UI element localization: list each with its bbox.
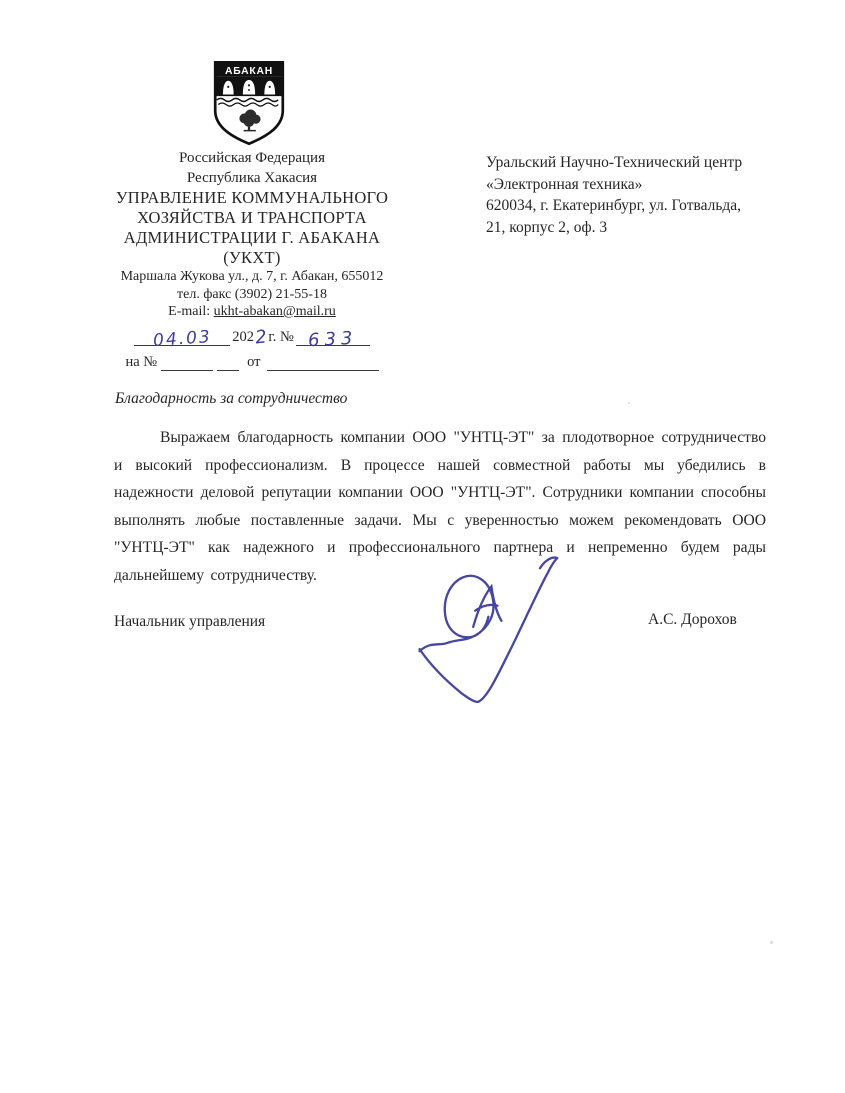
reference-row bbox=[98, 350, 406, 371]
coat-of-arms-graphic bbox=[204, 60, 294, 146]
signature-scribble bbox=[416, 550, 584, 722]
date-blank bbox=[134, 326, 230, 351]
scan-speck bbox=[770, 941, 773, 944]
ref-blank-1 bbox=[161, 352, 213, 371]
email-line bbox=[98, 303, 406, 321]
handwritten-signature bbox=[416, 550, 584, 722]
number-label: г. № bbox=[268, 328, 294, 345]
handwritten-number: 633 bbox=[307, 327, 359, 351]
recipient-address-line-2: 21, корпус 2, оф. 3 bbox=[486, 218, 608, 236]
signoff-position-title: Начальник управления bbox=[114, 613, 266, 630]
year-printed: 202 bbox=[232, 328, 254, 345]
email-label: E-mail: bbox=[168, 304, 211, 319]
abakan-coat-of-arms bbox=[204, 60, 294, 146]
recipient-block bbox=[486, 152, 786, 238]
handwritten-year-digit: 2 bbox=[254, 325, 268, 349]
scan-speck bbox=[628, 402, 630, 404]
recipient-org-line-2: «Электронная техника» bbox=[486, 175, 643, 193]
org-abbreviation: (УКХТ) bbox=[223, 248, 281, 267]
org-name-line-3: АДМИНИСТРАЦИИ Г. АБАКАНА bbox=[123, 228, 381, 247]
handwritten-date: 04.03 bbox=[152, 326, 213, 351]
subject-line: Благодарность за сотрудничество bbox=[115, 390, 348, 407]
org-name-line-2: ХОЗЯЙСТВА И ТРАНСПОРТА bbox=[137, 208, 367, 227]
signoff-name: А.С. Дорохов bbox=[648, 611, 737, 628]
country-line: Российская Федерация bbox=[179, 150, 325, 166]
email-address: ukht-abakan@mail.ru bbox=[213, 304, 336, 319]
postal-address: Маршала Жукова ул., д. 7, г. Абакан, 655012 bbox=[120, 269, 384, 284]
phone-line: тел. факс (3902) 21-55-18 bbox=[177, 286, 327, 302]
date-number-row bbox=[98, 325, 406, 351]
ref-prefix: на № bbox=[125, 353, 158, 370]
org-name-line-1: УПРАВЛЕНИЕ КОММУНАЛЬНОГО bbox=[115, 188, 389, 207]
recipient-org-line-1: Уральский Научно-Технический центр bbox=[486, 154, 743, 171]
coat-of-arms-label: АБАКАН bbox=[225, 65, 273, 77]
ref-blank-3 bbox=[267, 352, 379, 371]
ref-blank-2 bbox=[217, 352, 239, 371]
ref-from-label: от bbox=[247, 353, 261, 370]
recipient-address-line-1: 620034, г. Екатеринбург, ул. Готвальда, bbox=[486, 197, 742, 214]
region-line: Республика Хакасия bbox=[186, 170, 318, 186]
number-blank bbox=[296, 327, 370, 351]
sender-letterhead bbox=[98, 148, 406, 371]
letter-body: Выражаем благодарность компании ООО "УНТЦ-ЭТ" за плодотворное сотрудничество и высокий профессионализм. В процессе нашей совместной работы мы убедились в надежности деловой репутации компании ООО "УНТЦ-ЭТ". Сотрудники компании способны выполнять любые поставленные задачи. Мы с уверенностью можем рекомендовать ООО "УНТЦ-ЭТ" как надежного и профессионального партнера и непременно будем рады дальнейшему сотрудничеству. bbox=[114, 429, 766, 584]
